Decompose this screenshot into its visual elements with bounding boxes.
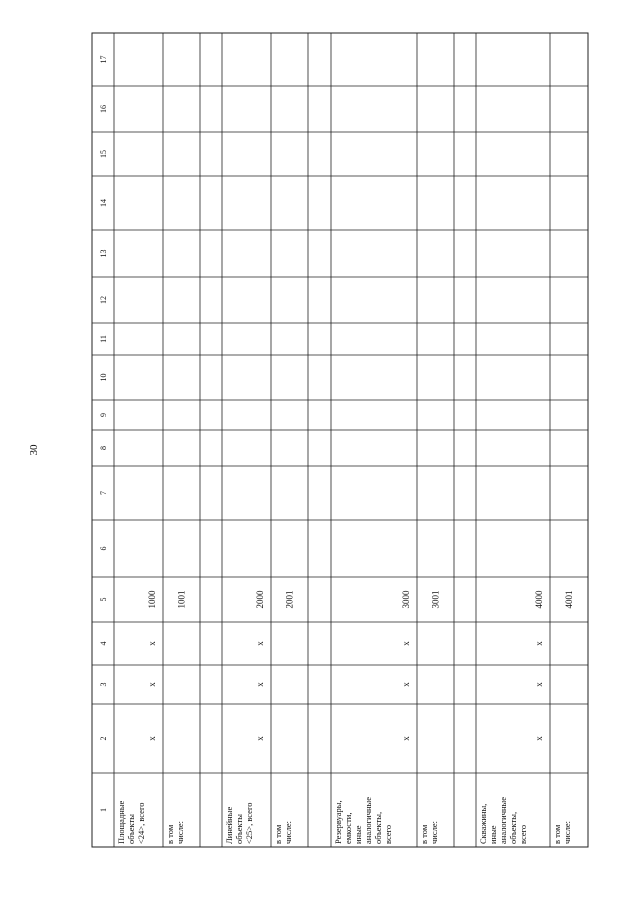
- cell-mark: x: [147, 682, 157, 687]
- cell-mark: x: [401, 682, 411, 687]
- row-code: 4001: [564, 590, 574, 609]
- column-number: 9: [99, 413, 108, 417]
- row-label: числе:: [562, 821, 572, 844]
- column-number: 7: [99, 491, 108, 495]
- table-frame: [92, 33, 588, 847]
- row-label: объекты: [126, 814, 136, 844]
- column-number: 6: [99, 546, 108, 551]
- cell-mark: x: [147, 641, 157, 646]
- column-number: 2: [99, 736, 108, 741]
- row-label: числе:: [429, 821, 439, 844]
- row-label: в том: [273, 824, 283, 844]
- column-number: 1: [99, 808, 108, 812]
- cell-mark: x: [147, 736, 157, 741]
- cell-mark: x: [255, 736, 265, 741]
- row-label: <25>, всего: [244, 802, 254, 844]
- row-code: 2000: [255, 590, 265, 609]
- cell-mark: x: [534, 682, 544, 687]
- column-number: 13: [99, 249, 108, 258]
- column-number: 8: [99, 446, 108, 450]
- row-label: Резервуары,: [333, 800, 343, 844]
- row-label: иные: [488, 825, 498, 844]
- column-number: 16: [99, 105, 108, 113]
- row-label: числе:: [283, 821, 293, 844]
- column-number: 12: [99, 296, 108, 304]
- column-number: 14: [99, 199, 108, 207]
- column-number: 10: [99, 373, 108, 382]
- row-code: 3000: [401, 590, 411, 609]
- row-label: <24>, всего: [136, 802, 146, 844]
- cell-mark: x: [534, 641, 544, 646]
- column-number: 15: [99, 150, 108, 158]
- column-number: 4: [99, 641, 108, 646]
- row-label: всего: [518, 824, 528, 844]
- row-label: аналогичные: [363, 796, 373, 844]
- row-label: объекты,: [508, 811, 518, 844]
- row-label: аналогичные: [498, 796, 508, 844]
- row-code: 1001: [176, 590, 187, 609]
- cell-mark: x: [401, 641, 411, 646]
- row-label: в том: [165, 824, 175, 844]
- row-code: 3001: [430, 590, 441, 609]
- row-label: Площадные: [116, 800, 126, 844]
- row-label: Скважины,: [478, 803, 488, 844]
- row-label: в том: [552, 824, 562, 844]
- column-number: 11: [99, 335, 108, 343]
- column-number: 3: [99, 682, 108, 687]
- row-code: 4000: [534, 590, 544, 609]
- cell-mark: x: [401, 736, 411, 741]
- row-label: числе:: [175, 821, 185, 844]
- cell-mark: x: [255, 682, 265, 687]
- row-label: в том: [419, 824, 429, 844]
- row-label: всего: [383, 824, 393, 844]
- row-label: Линейные: [224, 806, 234, 844]
- page-number: 30: [28, 444, 40, 456]
- cell-mark: x: [255, 641, 265, 646]
- row-label: объекты,: [373, 811, 383, 844]
- row-code: 1000: [147, 590, 157, 609]
- row-label: объекты: [234, 814, 244, 844]
- column-number: 5: [99, 597, 108, 602]
- column-number: 17: [99, 55, 108, 64]
- row-code: 2001: [284, 590, 295, 609]
- row-label: емкости,: [343, 812, 353, 844]
- row-label: иные: [353, 825, 363, 844]
- cell-mark: x: [534, 736, 544, 741]
